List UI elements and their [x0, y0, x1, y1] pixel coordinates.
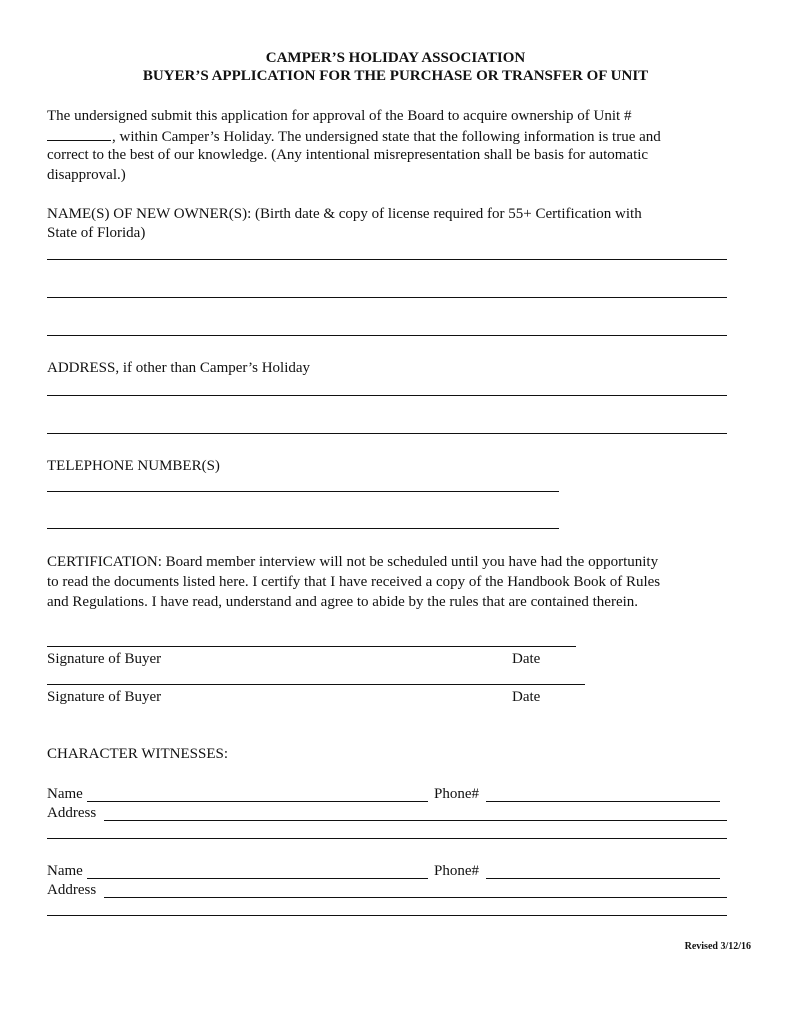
intro-line-2 [47, 126, 661, 147]
intro-line-2-text: , within Camper’s Holiday. The undersigned state that the following information is true and [112, 129, 661, 145]
unit-number-field[interactable] [47, 126, 111, 141]
witness-1-name-field[interactable] [87, 801, 428, 802]
signature-date-label-1: Date [512, 651, 541, 667]
address-line-1[interactable] [47, 395, 727, 396]
witness-1-name-label: Name [47, 786, 83, 802]
buyer-signature-line-2[interactable] [47, 684, 585, 685]
address-label: ADDRESS, if other than Camper’s Holiday [47, 360, 311, 376]
witness-2-phone-label: Phone# [434, 863, 479, 879]
witness-2-phone-field[interactable] [486, 878, 720, 879]
intro-line-1: The undersigned submit this application for approval of the Board to acquire ownership of Unit # [47, 108, 632, 124]
witness-2-address-label: Address [47, 882, 97, 898]
telephone-label: TELEPHONE NUMBER(S) [47, 458, 220, 474]
intro-line-4: disapproval.) [47, 167, 126, 183]
witness-2-address-field-2[interactable] [47, 915, 727, 916]
owner-name-line-3[interactable] [47, 335, 727, 336]
revision-date: Revised 3/12/16 [684, 941, 751, 952]
telephone-line-1[interactable] [47, 491, 559, 492]
buyer-signature-label-2: Signature of Buyer [47, 689, 162, 705]
signature-date-label-2: Date [512, 689, 541, 705]
owner-name-line-1[interactable] [47, 259, 727, 260]
buyer-signature-line-1[interactable] [47, 646, 576, 647]
witness-2-address-field[interactable] [104, 897, 727, 898]
owners-label-line-1: NAME(S) OF NEW OWNER(S): (Birth date & copy of license required for 55+ Certification with [47, 206, 642, 222]
owner-name-line-2[interactable] [47, 297, 727, 298]
certification-line-1: CERTIFICATION: Board member interview will not be scheduled until you have had the opportunity [47, 554, 659, 570]
certification-line-3: and Regulations. I have read, understand and agree to abide by the rules that are contained therein. [47, 594, 639, 610]
owners-label-line-2: State of Florida) [47, 225, 146, 241]
form-subtitle: BUYER’S APPLICATION FOR THE PURCHASE OR TRANSFER OF UNIT [142, 68, 649, 84]
address-line-2[interactable] [47, 433, 727, 434]
telephone-line-2[interactable] [47, 528, 559, 529]
witness-1-phone-label: Phone# [434, 786, 479, 802]
witness-1-address-label: Address [47, 805, 97, 821]
witness-1-phone-field[interactable] [486, 801, 720, 802]
witness-1-address-field-2[interactable] [47, 838, 727, 839]
form-title: CAMPER’S HOLIDAY ASSOCIATION [265, 50, 526, 66]
intro-line-3: correct to the best of our knowledge. (Any intentional misrepresentation shall be basis for automatic [47, 147, 649, 163]
witness-2-name-field[interactable] [87, 878, 428, 879]
certification-line-2: to read the documents listed here. I certify that I have received a copy of the Handbook Book of Rules [47, 574, 661, 590]
witnesses-heading: CHARACTER WITNESSES: [47, 746, 228, 762]
witness-1-address-field[interactable] [104, 820, 727, 821]
witness-2-name-label: Name [47, 863, 83, 879]
buyer-signature-label-1: Signature of Buyer [47, 651, 162, 667]
